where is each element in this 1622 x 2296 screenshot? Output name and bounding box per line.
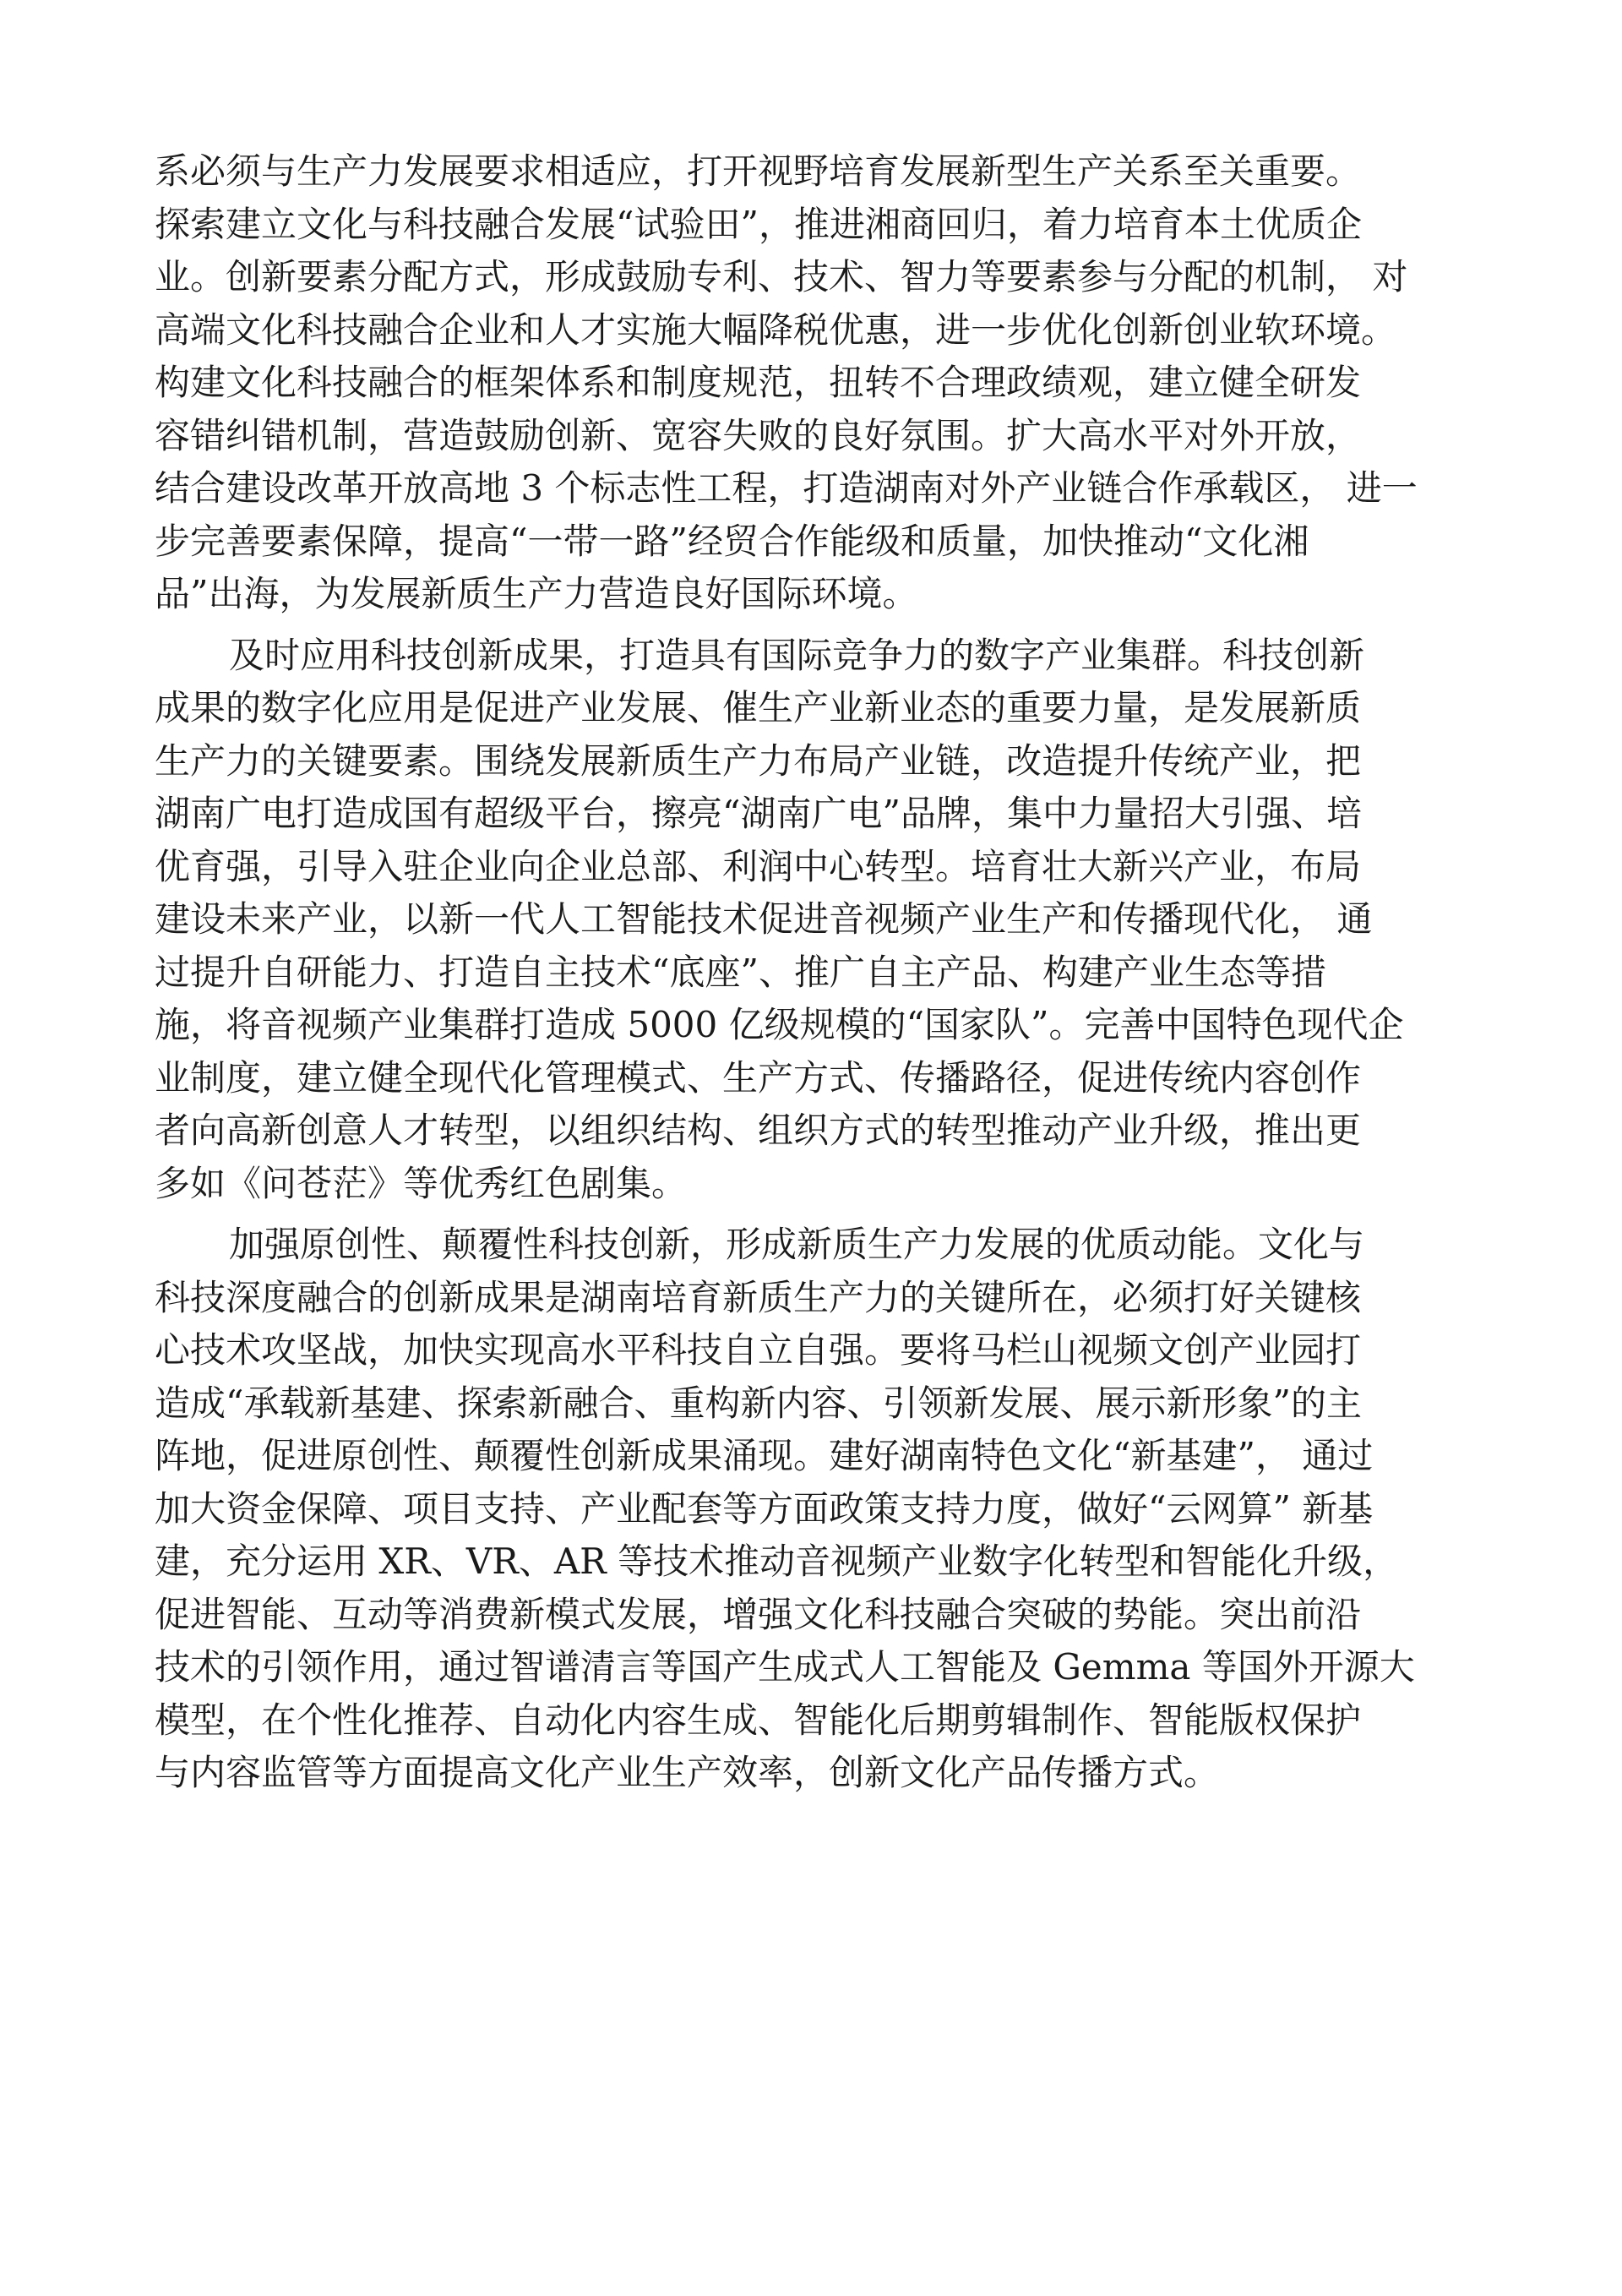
text-line: 者向高新创意人才转型，以组织结构、组织方式的转型推动产业升级，推出更 bbox=[155, 1110, 1362, 1151]
text-line: 优育强，引导入驻企业向企业总部、利润中心转型。培育壮大新兴产业，布局 bbox=[155, 845, 1362, 887]
text-line: 建，充分运用 XR、VR、AR 等技术推动音视频产业数字化转型和智能化升级， bbox=[155, 1541, 1399, 1582]
text-line: 探索建立文化与科技融合发展“试验田”，推进湘商回归，着力培育本土优质企 bbox=[155, 203, 1362, 245]
text-line: 系必须与生产力发展要求相适应，打开视野培育发展新型生产关系至关重要。 bbox=[155, 150, 1362, 192]
text-line: 生产力的关键要素。围绕发展新质生产力布局产业链，改造提升传统产业，把 bbox=[155, 739, 1362, 782]
text-line: 加大资金保障、项目支持、产业配套等方面政策支持力度，做好“云网算” 新基 bbox=[155, 1487, 1374, 1530]
text-line: 高端文化科技融合企业和人才实施大幅降税优惠，进一步优化创新创业软环境。 bbox=[155, 308, 1397, 351]
text-line: 模型，在个性化推荐、自动化内容生成、智能化后期剪辑制作、智能版权保护 bbox=[155, 1699, 1362, 1741]
text-line: 构建文化科技融合的框架体系和制度规范，扭转不合理政绩观，建立健全研发 bbox=[155, 362, 1362, 403]
text-line: 科技深度融合的创新成果是湖南培育新质生产力的关键所在，必须打好关键核 bbox=[155, 1276, 1362, 1318]
text-line: 成果的数字化应用是促进产业发展、催生产业新业态的重要力量，是发展新质 bbox=[155, 687, 1362, 728]
text-line: 多如《问苍茫》等优秀红色剧集。 bbox=[155, 1162, 688, 1204]
text-line: 与内容监管等方面提高文化产业生产效率，创新文化产品传播方式。 bbox=[155, 1752, 1220, 1793]
text-line: 施，将音视频产业集群打造成 5000 亿级规模的“国家队”。完善中国特色现代企 bbox=[155, 1004, 1404, 1045]
text-line: 结合建设改革开放高地 3 个标志性工程，打造湖南对外产业链合作承载区， 进一 bbox=[155, 467, 1418, 509]
text-line: 技术的引领作用，通过智谱清言等国产生成式人工智能及 Gemma 等国外开源大 bbox=[155, 1646, 1415, 1688]
article-body bbox=[155, 145, 1489, 1808]
text-line: 步完善要素保障，提高“一带一路”经贸合作能级和质量，加快推动“文化湘 bbox=[155, 520, 1309, 562]
text-line: 促进智能、互动等消费新模式发展，增强文化科技融合突破的势能。突出前沿 bbox=[155, 1593, 1362, 1635]
paragraph-1 bbox=[155, 145, 1489, 621]
text-line-indented: 及时应用科技创新成果，打造具有国际竞争力的数字产业集群。科技创新 bbox=[229, 634, 1365, 676]
text-line: 业制度，建立健全现代化管理模式、生产方式、传播路径，促进传统内容创作 bbox=[155, 1056, 1362, 1099]
text-line: 品”出海，为发展新质生产力营造良好国际环境。 bbox=[155, 573, 918, 614]
text-line: 湖南广电打造成国有超级平台，擦亮“湖南广电”品牌，集中力量招大引强、培 bbox=[155, 793, 1362, 834]
text-line: 心技术攻坚战，加快实现高水平科技自立自强。要将马栏山视频文创产业园打 bbox=[155, 1329, 1362, 1371]
text-line: 阵地，促进原创性、颠覆性创新成果涌现。建好湖南特色文化“新基建”， 通过 bbox=[155, 1435, 1374, 1476]
text-line: 造成“承载新基建、探索新融合、重构新内容、引领新发展、展示新形象”的主 bbox=[155, 1382, 1362, 1424]
text-line-indented: 加强原创性、颠覆性科技创新，形成新质生产力发展的优质动能。文化与 bbox=[229, 1224, 1365, 1265]
paragraph-2 bbox=[155, 630, 1489, 1211]
text-line: 过提升自研能力、打造自主技术“底座”、推广自主产品、构建产业生态等措 bbox=[155, 951, 1326, 993]
text-line: 业。创新要素分配方式，形成鼓励专利、技术、智力等要素参与分配的机制， 对 bbox=[155, 256, 1408, 297]
text-line: 容错纠错机制，营造鼓励创新、宽容失败的良好氛围。扩大高水平对外开放， bbox=[155, 414, 1362, 456]
text-line: 建设未来产业，以新一代人工智能技术促进音视频产业生产和传播现代化， 通 bbox=[155, 898, 1373, 940]
paragraph-3 bbox=[155, 1219, 1489, 1800]
